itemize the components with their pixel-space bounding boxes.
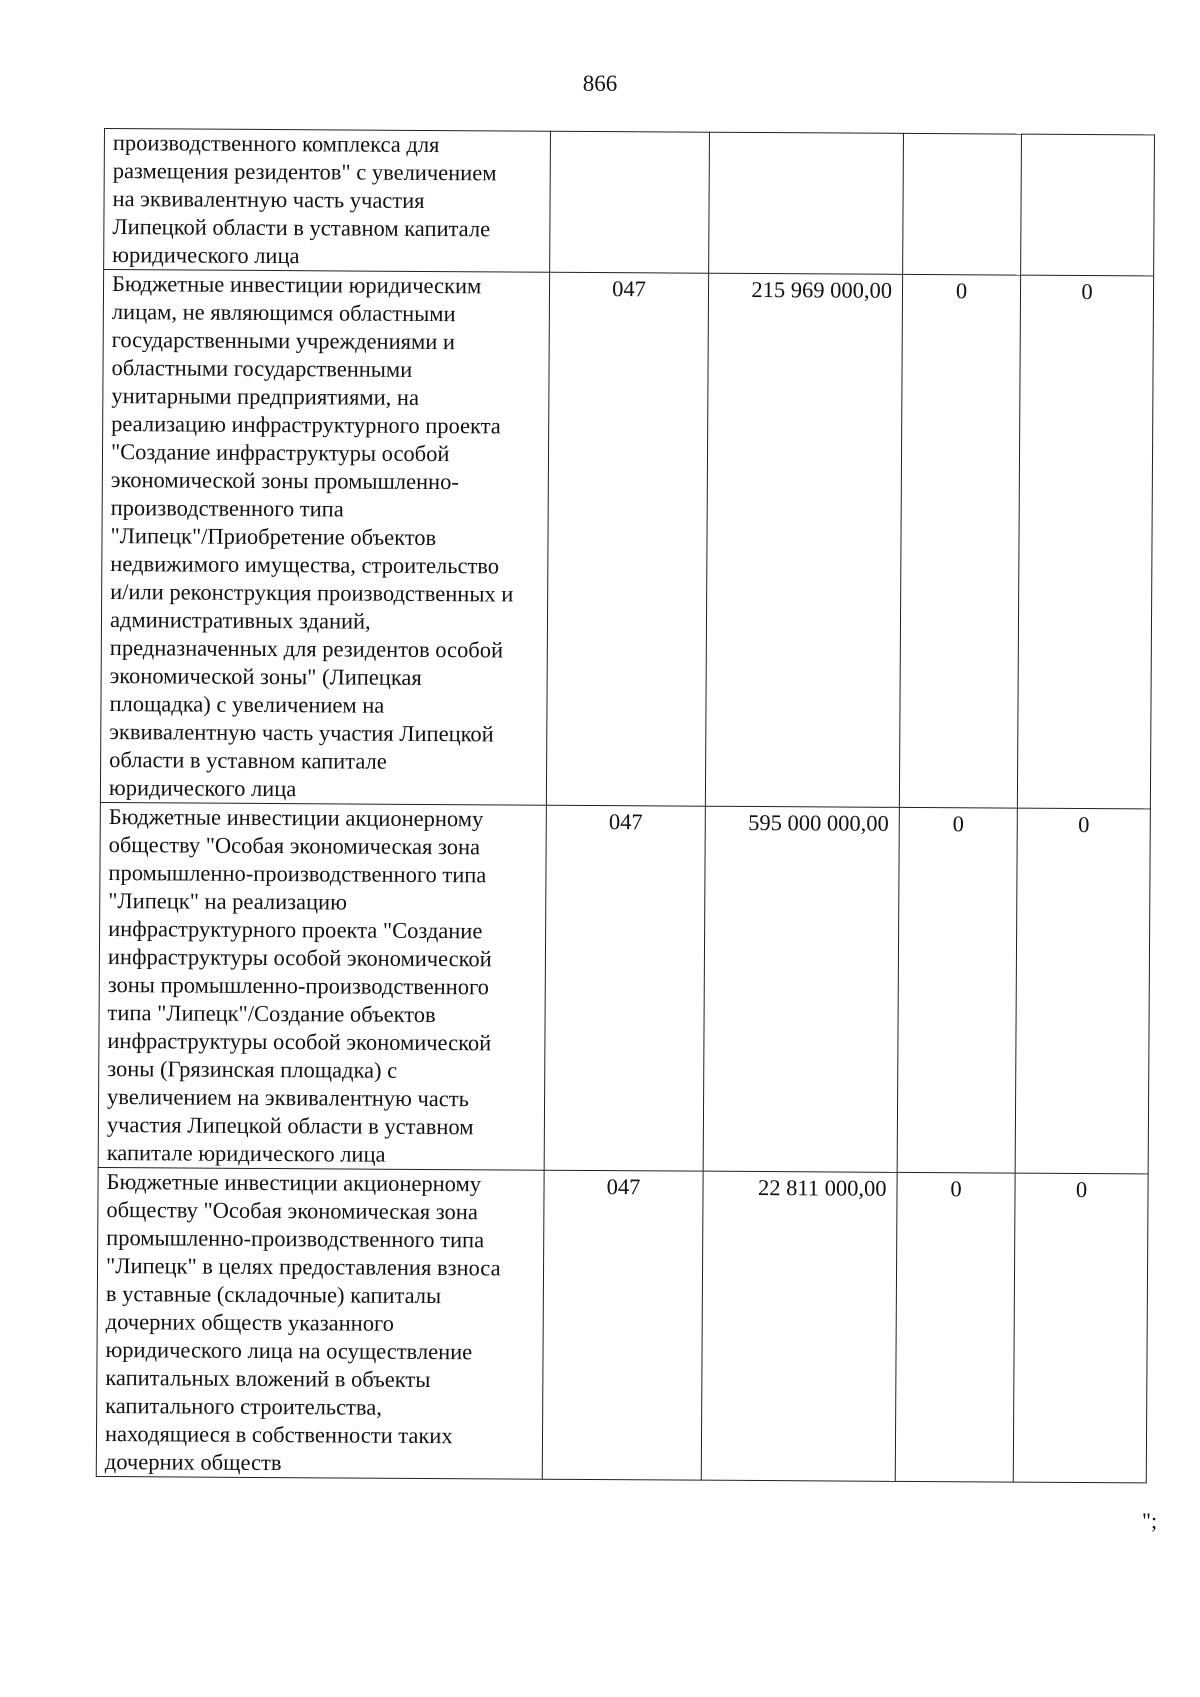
description-line: недвижимого имущества, строительство bbox=[110, 551, 500, 579]
description-line: экономической зоны промышленно- bbox=[110, 467, 459, 495]
description-cell bbox=[104, 129, 551, 273]
description-line: предназначенных для резидентов особой bbox=[109, 635, 504, 663]
description-line: инфраструктурного проекта "Создание bbox=[108, 916, 483, 944]
description-line: Бюджетные инвестиции юридическим bbox=[111, 271, 482, 299]
description-line: эквивалентную часть участия Липецкой bbox=[109, 719, 494, 747]
description-line: промышленно-производственного типа bbox=[108, 860, 487, 888]
description-line: в уставные (складочные) капиталы bbox=[105, 1281, 442, 1309]
table-row bbox=[100, 270, 1153, 809]
description-line: лицам, не являющимся областными bbox=[111, 299, 456, 327]
description-line: зоны промышленно-производственного bbox=[107, 972, 490, 1000]
description-line: области в уставном капитале bbox=[109, 747, 387, 774]
description-line: административных зданий, bbox=[109, 607, 371, 634]
amount-cell: 215 969 000,00 bbox=[705, 273, 902, 807]
amount-cell: 22 811 000,00 bbox=[701, 1171, 897, 1481]
description-line: Бюджетные инвестиции акционерному bbox=[106, 1169, 482, 1197]
description-line: Липецкой области в уставном капитале bbox=[112, 214, 491, 242]
description-line: площадка) с увеличением на bbox=[109, 691, 385, 718]
description-line: Бюджетные инвестиции акционерному bbox=[108, 804, 484, 832]
table-row bbox=[96, 1167, 1148, 1482]
description-line: типа "Липецк"/Создание объектов bbox=[107, 1000, 436, 1028]
description-line: "Липецк" в целях предоставления взноса bbox=[105, 1253, 501, 1281]
table-row bbox=[104, 129, 1155, 276]
description-line: зоны (Грязинская площадка) с bbox=[107, 1056, 398, 1083]
description-line: и/или реконструкция производственных и bbox=[110, 579, 514, 607]
description-line: реализацию инфраструктурного проекта bbox=[111, 411, 501, 439]
amount-cell: 595 000 000,00 bbox=[703, 806, 899, 1172]
description-line: унитарными предприятиями, на bbox=[111, 383, 420, 410]
value-2-cell bbox=[1021, 134, 1155, 276]
code-cell: 047 bbox=[542, 1170, 703, 1480]
description-line: дочерних обществ указанного bbox=[105, 1309, 394, 1336]
value-2-cell: 0 bbox=[1017, 275, 1153, 809]
description-line: промышленно-производственного типа bbox=[106, 1225, 485, 1253]
code-cell: 047 bbox=[546, 272, 708, 806]
description-line: капитального строительства, bbox=[105, 1393, 382, 1420]
description-line: производственного типа bbox=[110, 495, 344, 522]
description-line: "Создание инфраструктуры особой bbox=[110, 439, 450, 467]
value-2-cell: 0 bbox=[1013, 1173, 1148, 1483]
table-body bbox=[96, 129, 1154, 1483]
description-line: юридического лица bbox=[108, 775, 297, 802]
code-cell bbox=[550, 131, 710, 273]
budget-table bbox=[96, 128, 1155, 1483]
description-line: юридического лица на осуществление bbox=[105, 1337, 473, 1365]
description-line: областными государственными bbox=[111, 355, 413, 382]
description-line: производственного комплекса для bbox=[112, 130, 440, 158]
description-line: капитале юридического лица bbox=[106, 1140, 386, 1167]
description-line: участия Липецкой области в уставном bbox=[106, 1112, 474, 1140]
value-2-cell: 0 bbox=[1015, 808, 1150, 1174]
description-cell bbox=[98, 802, 546, 1170]
code-cell: 047 bbox=[544, 805, 705, 1171]
description-line: "Липецк" на реализацию bbox=[108, 888, 348, 915]
description-line: размещения резидентов" с увеличением bbox=[112, 158, 497, 186]
description-line: капитальных вложений в объекты bbox=[105, 1365, 431, 1393]
description-cell bbox=[100, 270, 549, 806]
value-1-cell: 0 bbox=[899, 274, 1020, 808]
description-line: дочерних обществ bbox=[104, 1449, 282, 1476]
description-line: на эквивалентную часть участия bbox=[112, 186, 425, 213]
description-line: экономической зоны" (Липецкая bbox=[109, 663, 422, 690]
description-line: увеличением на эквивалентную часть bbox=[107, 1084, 470, 1112]
amount-cell bbox=[709, 132, 904, 274]
description-line: государственными учреждениями и bbox=[111, 327, 456, 355]
description-line: "Липецк"/Приобретение объектов bbox=[110, 523, 437, 551]
value-1-cell: 0 bbox=[897, 807, 1017, 1173]
description-line: обществу "Особая экономическая зона bbox=[108, 832, 481, 860]
page-number: 866 bbox=[582, 71, 618, 96]
description-line: обществу "Особая экономическая зона bbox=[106, 1197, 478, 1225]
closing-quote-mark: "; bbox=[1142, 1508, 1158, 1533]
table-row bbox=[98, 802, 1150, 1173]
description-line: находящиеся в собственности таких bbox=[104, 1421, 453, 1449]
description-line: юридического лица bbox=[112, 242, 300, 269]
description-cell bbox=[96, 1167, 544, 1479]
description-line: инфраструктуры особой экономической bbox=[107, 944, 492, 972]
value-1-cell: 0 bbox=[895, 1172, 1015, 1482]
description-line: инфраструктуры особой экономической bbox=[107, 1028, 492, 1056]
value-1-cell bbox=[903, 133, 1022, 275]
